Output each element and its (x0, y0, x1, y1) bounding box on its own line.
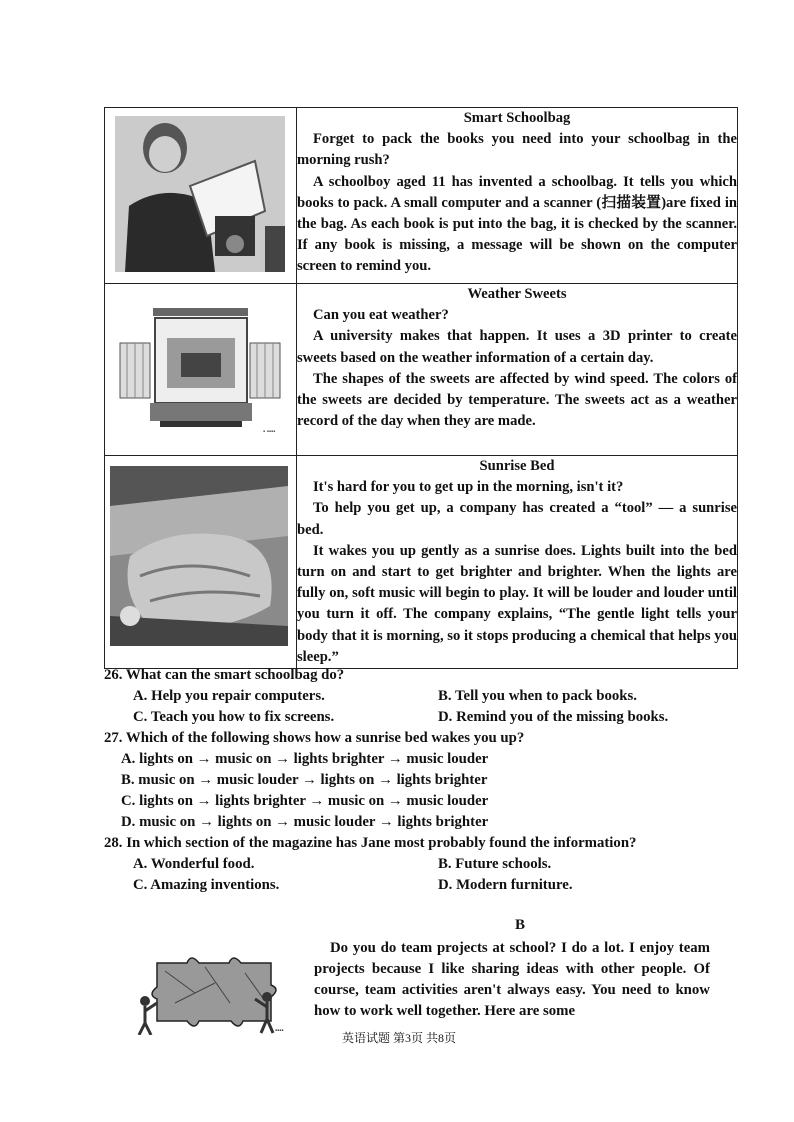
article-title: Smart Schoolbag (463, 110, 571, 126)
photo-cell-sunrise-bed (105, 456, 297, 669)
option-27c: C. lights on → lights brighter → music on → music louder (121, 793, 489, 809)
photo-cell-schoolbag (105, 108, 297, 284)
schoolbag-photo (115, 116, 285, 272)
option-26c: C. Teach you how to fix screens. (133, 709, 335, 725)
option-28b: B. Future schools. (438, 856, 552, 872)
question-28-stem: 28. In which section of the magazine has Jane most probably found the information? (104, 835, 637, 851)
sunrise-bed-photo (110, 466, 288, 646)
article-title: Sunrise Bed (479, 458, 555, 474)
article-paragraph: The shapes of the sweets are affected by wind speed. The colors of the sweets are decided by temperature. The sweets act as a weather record of the day when they are made. (297, 370, 737, 430)
option-28d: D. Modern furniture. (438, 877, 573, 893)
option-26b: B. Tell you when to pack books. (438, 688, 637, 704)
article-paragraph: A university makes that happen. It uses a 3D printer to create sweets based on the weather information of a certain day. (297, 328, 737, 366)
question-27-stem: 27. Which of the following shows how a sunrise bed wakes you up? (104, 730, 525, 746)
article-paragraph: Forget to pack the books you need into your schoolbag in the morning rush? (297, 131, 737, 169)
article-title: Weather Sweets (467, 286, 567, 302)
puzzle-team-illustration (135, 943, 305, 1035)
article-paragraph: Can you eat weather? (313, 307, 449, 324)
option-27b: B. music on → music louder → lights on → lights brighter (121, 772, 488, 788)
photo-cell-weather-sweets (105, 284, 297, 456)
option-28c: C. Amazing inventions. (133, 877, 280, 893)
articles-table (104, 107, 738, 669)
option-27d: D. music on → lights on → music louder → lights brighter (121, 814, 489, 830)
option-26d: D. Remind you of the missing books. (438, 709, 669, 725)
article-paragraph: A schoolboy aged 11 has invented a schoolbag. It tells you which books to pack. A small computer and a scanner (扫描装置)are fixed in the bag. As each book is put into the bag, it is checked by the scanner. If any book is missing, a message will be shown on the computer screen to remind you. (297, 173, 737, 275)
option-28a: A. Wonderful food. (133, 856, 255, 872)
section-b-paragraph: Do you do team projects at school? I do a lot. I enjoy team projects because I like sharing ideas with other people. Of course, team activities aren't always easy. You need to know how to work well together. Here are some (314, 940, 710, 1019)
3d-printer-photo (115, 298, 285, 448)
article-paragraph: To help you get up, a company has created a “tool” — a sunrise bed. (297, 500, 737, 538)
option-27a: A. lights on → music on → lights brighter → music louder (121, 751, 489, 767)
page-footer: 英语试题 第3页 共8页 (342, 1031, 457, 1045)
article-paragraph: It's hard for you to get up in the morning, isn't it? (313, 479, 624, 496)
svg-text:▪ ▪▪▪▪: ▪ ▪▪▪▪ (263, 429, 276, 435)
article-weather-sweets (297, 284, 738, 456)
question-26-stem: 26. What can the smart schoolbag do? (104, 667, 345, 683)
article-smart-schoolbag (297, 108, 738, 284)
section-b-heading: B (515, 917, 526, 933)
article-paragraph: It wakes you up gently as a sunrise does. Lights built into the bed turn on and start to get brighter and brighter. When the lights are fully on, soft music will begin to play. It will be louder and louder until you turn it off. The company explains, “The gentle light tells your body that it is morning, so it stops producing a chemical that helps you sleep.” (297, 542, 737, 665)
article-sunrise-bed (297, 456, 738, 669)
option-26a: A. Help you repair computers. (133, 688, 325, 704)
svg-text:▪▪▪▪: ▪▪▪▪ (275, 1028, 284, 1034)
